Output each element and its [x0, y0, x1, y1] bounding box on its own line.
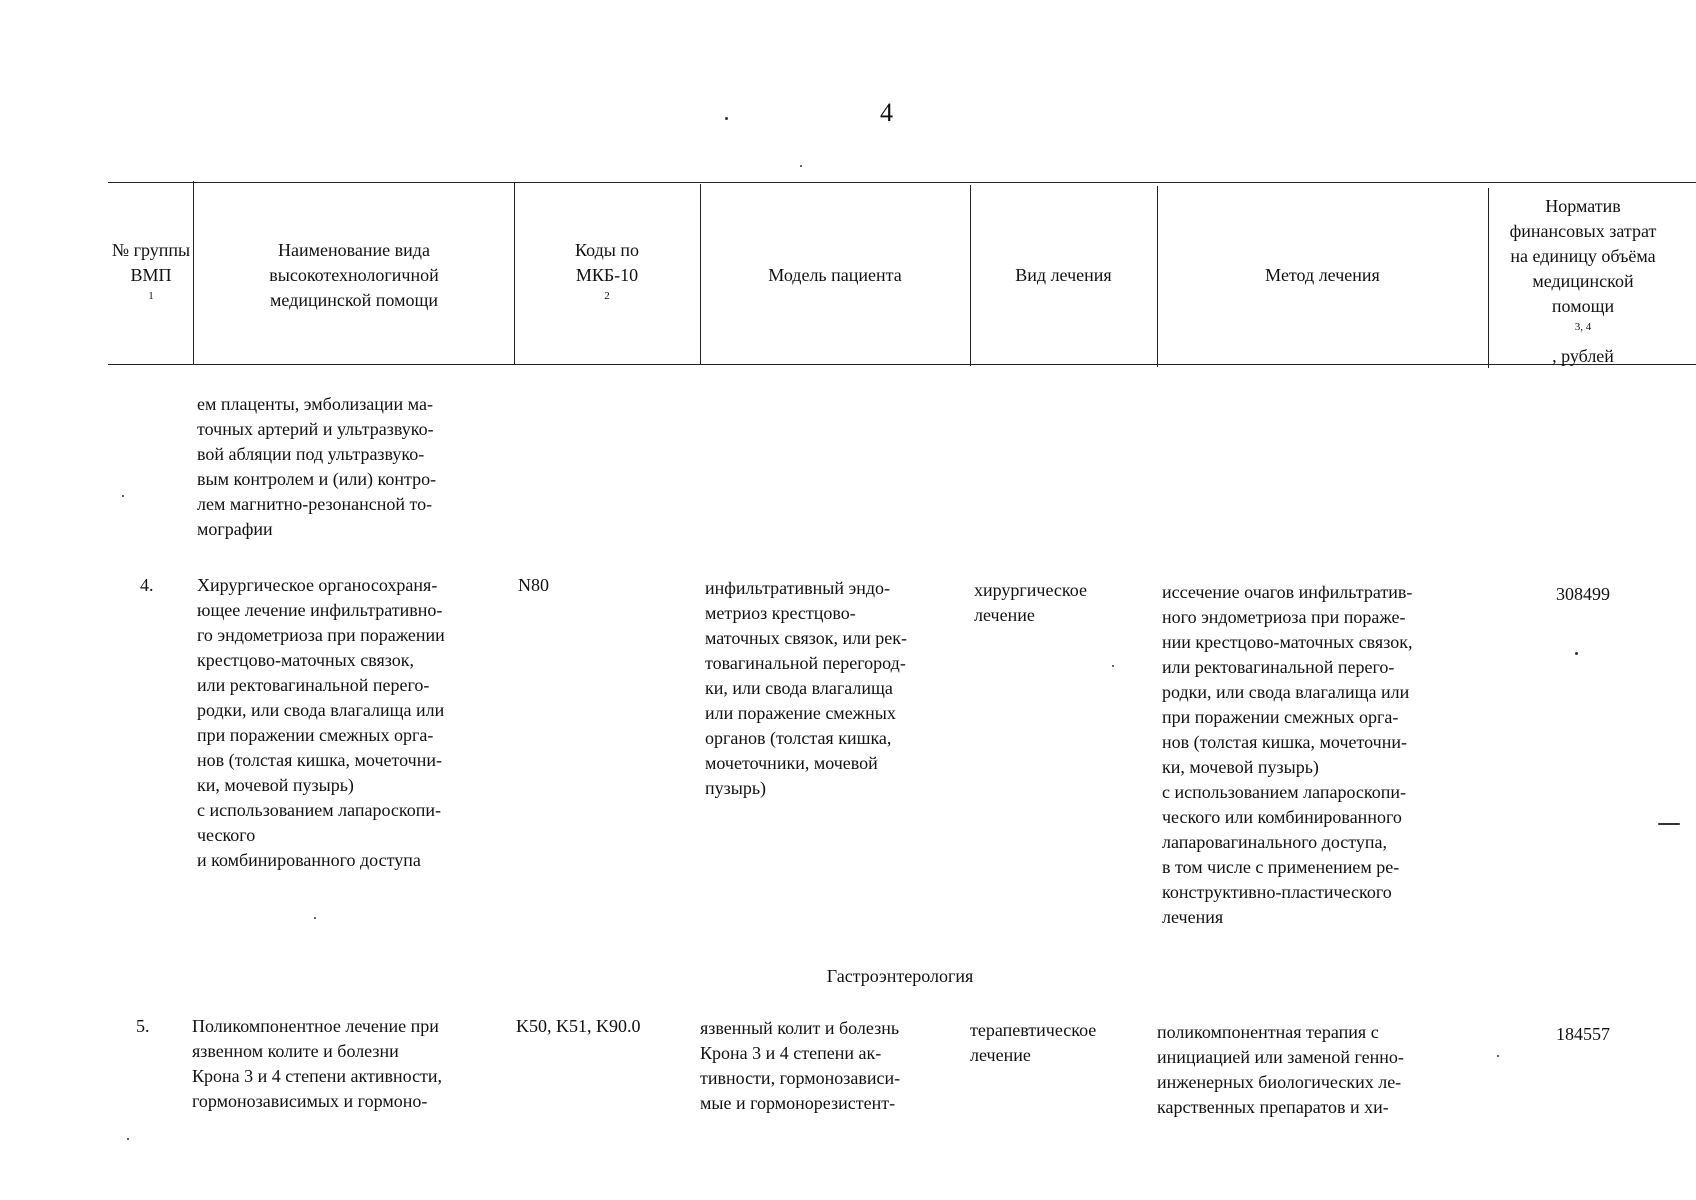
row-icd-codes: N80	[518, 575, 549, 595]
scan-speck	[725, 117, 728, 120]
row-treatment-method: иссечение очагов инфильтратив- ного эндометриоза при пораже- нии крестцово-маточных связок, или ректовагинальной перего- родки, или свода влагалища или при поражении смежных орга- нов (толстая кишка, мочеточни- ки, мочевой пузырь) с использованием лапароскопи- ческого или комбинированного лапаровагинального доступа, в том числе с применением ре- конструктивно-пластического лечения	[1162, 582, 1413, 927]
row-treatment-type: хирургическое лечение	[974, 580, 1087, 625]
row-name: Поликомпонентное лечение при язвенном колите и болезни Крона 3 и 4 степени активности, гормонозависимых и гормоно-	[192, 1016, 443, 1111]
page-number: 4	[880, 98, 893, 127]
column-header-cost	[1490, 190, 1676, 372]
column-header-icd	[516, 190, 698, 360]
column-divider	[700, 184, 701, 365]
column-divider	[970, 185, 971, 366]
scan-speck	[1575, 652, 1578, 655]
row-patient-model: язвенный колит и болезнь Крона 3 и 4 степени ак- тивности, гормонозависи- мые и гормонорезистент-	[700, 1018, 901, 1113]
column-divider	[514, 183, 515, 365]
column-header-name	[196, 190, 512, 360]
row-treatment-method: поликомпонентная терапия с инициацией или заменой генно- инженерных биологических ле- карственных препаратов и хи-	[1157, 1022, 1404, 1117]
column-header-group-no	[110, 190, 192, 360]
section-heading: Гастроэнтерология	[826, 966, 974, 986]
row-number: 5.	[136, 1016, 150, 1036]
column-header-icd-text: Коды по МКБ-10	[575, 239, 639, 285]
row-cost: 308499	[1556, 584, 1610, 604]
column-header-name-text: Наименование вида высокотехнологичной медицинской помощи	[269, 239, 439, 310]
row-number: 4.	[140, 575, 154, 595]
footnote-mark: 3, 4	[1574, 320, 1592, 333]
column-header-treatment-method	[1159, 190, 1486, 360]
column-divider	[1157, 186, 1158, 367]
continuation-name-text: ем плаценты, эмболизации ма- точных артерий и ультразвуко- вой абляции под ультразвуко- вым контролем и (или) контро- лем магнитно-резонансной то- мографии	[197, 394, 437, 539]
footnote-mark: 1	[148, 289, 154, 302]
footnote-mark: 2	[604, 289, 610, 302]
row-name: Хирургическое органосохраня- ющее лечение инфильтративно- го эндометриоза при поражении крестцово-маточных связок, или ректовагинальной перего- родки, или свода влагалища или при поражении смежных орга- нов (толстая кишка, мочеточни- ки, мочевой пузырь) с использованием лапароскопи- ческого и комбинированного доступа	[197, 575, 445, 870]
column-header-group-no-text: № группы ВМП	[111, 239, 191, 285]
scan-speck	[314, 917, 316, 919]
scan-speck	[800, 165, 802, 167]
scan-speck	[122, 495, 124, 497]
row-treatment-type: терапевтическое лечение	[970, 1020, 1097, 1065]
scan-speck	[1497, 1055, 1499, 1057]
scan-speck	[1112, 665, 1114, 667]
column-header-patient-model	[702, 190, 968, 360]
row-icd-codes: K50, K51, K90.0	[516, 1016, 641, 1036]
column-header-treatment-method-text: Метод лечения	[1265, 264, 1380, 285]
column-header-cost-unit: , рублей	[1552, 345, 1614, 366]
scan-speck	[1658, 823, 1680, 825]
column-divider	[193, 181, 194, 365]
column-header-treatment-type	[972, 190, 1155, 360]
column-divider	[1488, 188, 1489, 368]
row-patient-model: инфильтративный эндо- метриоз крестцово- маточных связок, или рек- товагинальной перегород- ки, или свода влагалища или поражение смежных органов (толстая кишка, мочеточники, мочевой пузырь)	[705, 578, 907, 798]
column-header-treatment-type-text: Вид лечения	[1015, 264, 1112, 285]
header-top-rule	[108, 182, 1696, 183]
column-header-patient-model-text: Модель пациента	[768, 264, 902, 285]
scan-speck	[127, 1138, 129, 1140]
column-header-cost-text: Норматив финансовых затрат на единицу объёма медицинской помощи	[1509, 195, 1657, 316]
header-bottom-rule	[108, 364, 1696, 365]
row-cost: 184557	[1556, 1024, 1610, 1044]
